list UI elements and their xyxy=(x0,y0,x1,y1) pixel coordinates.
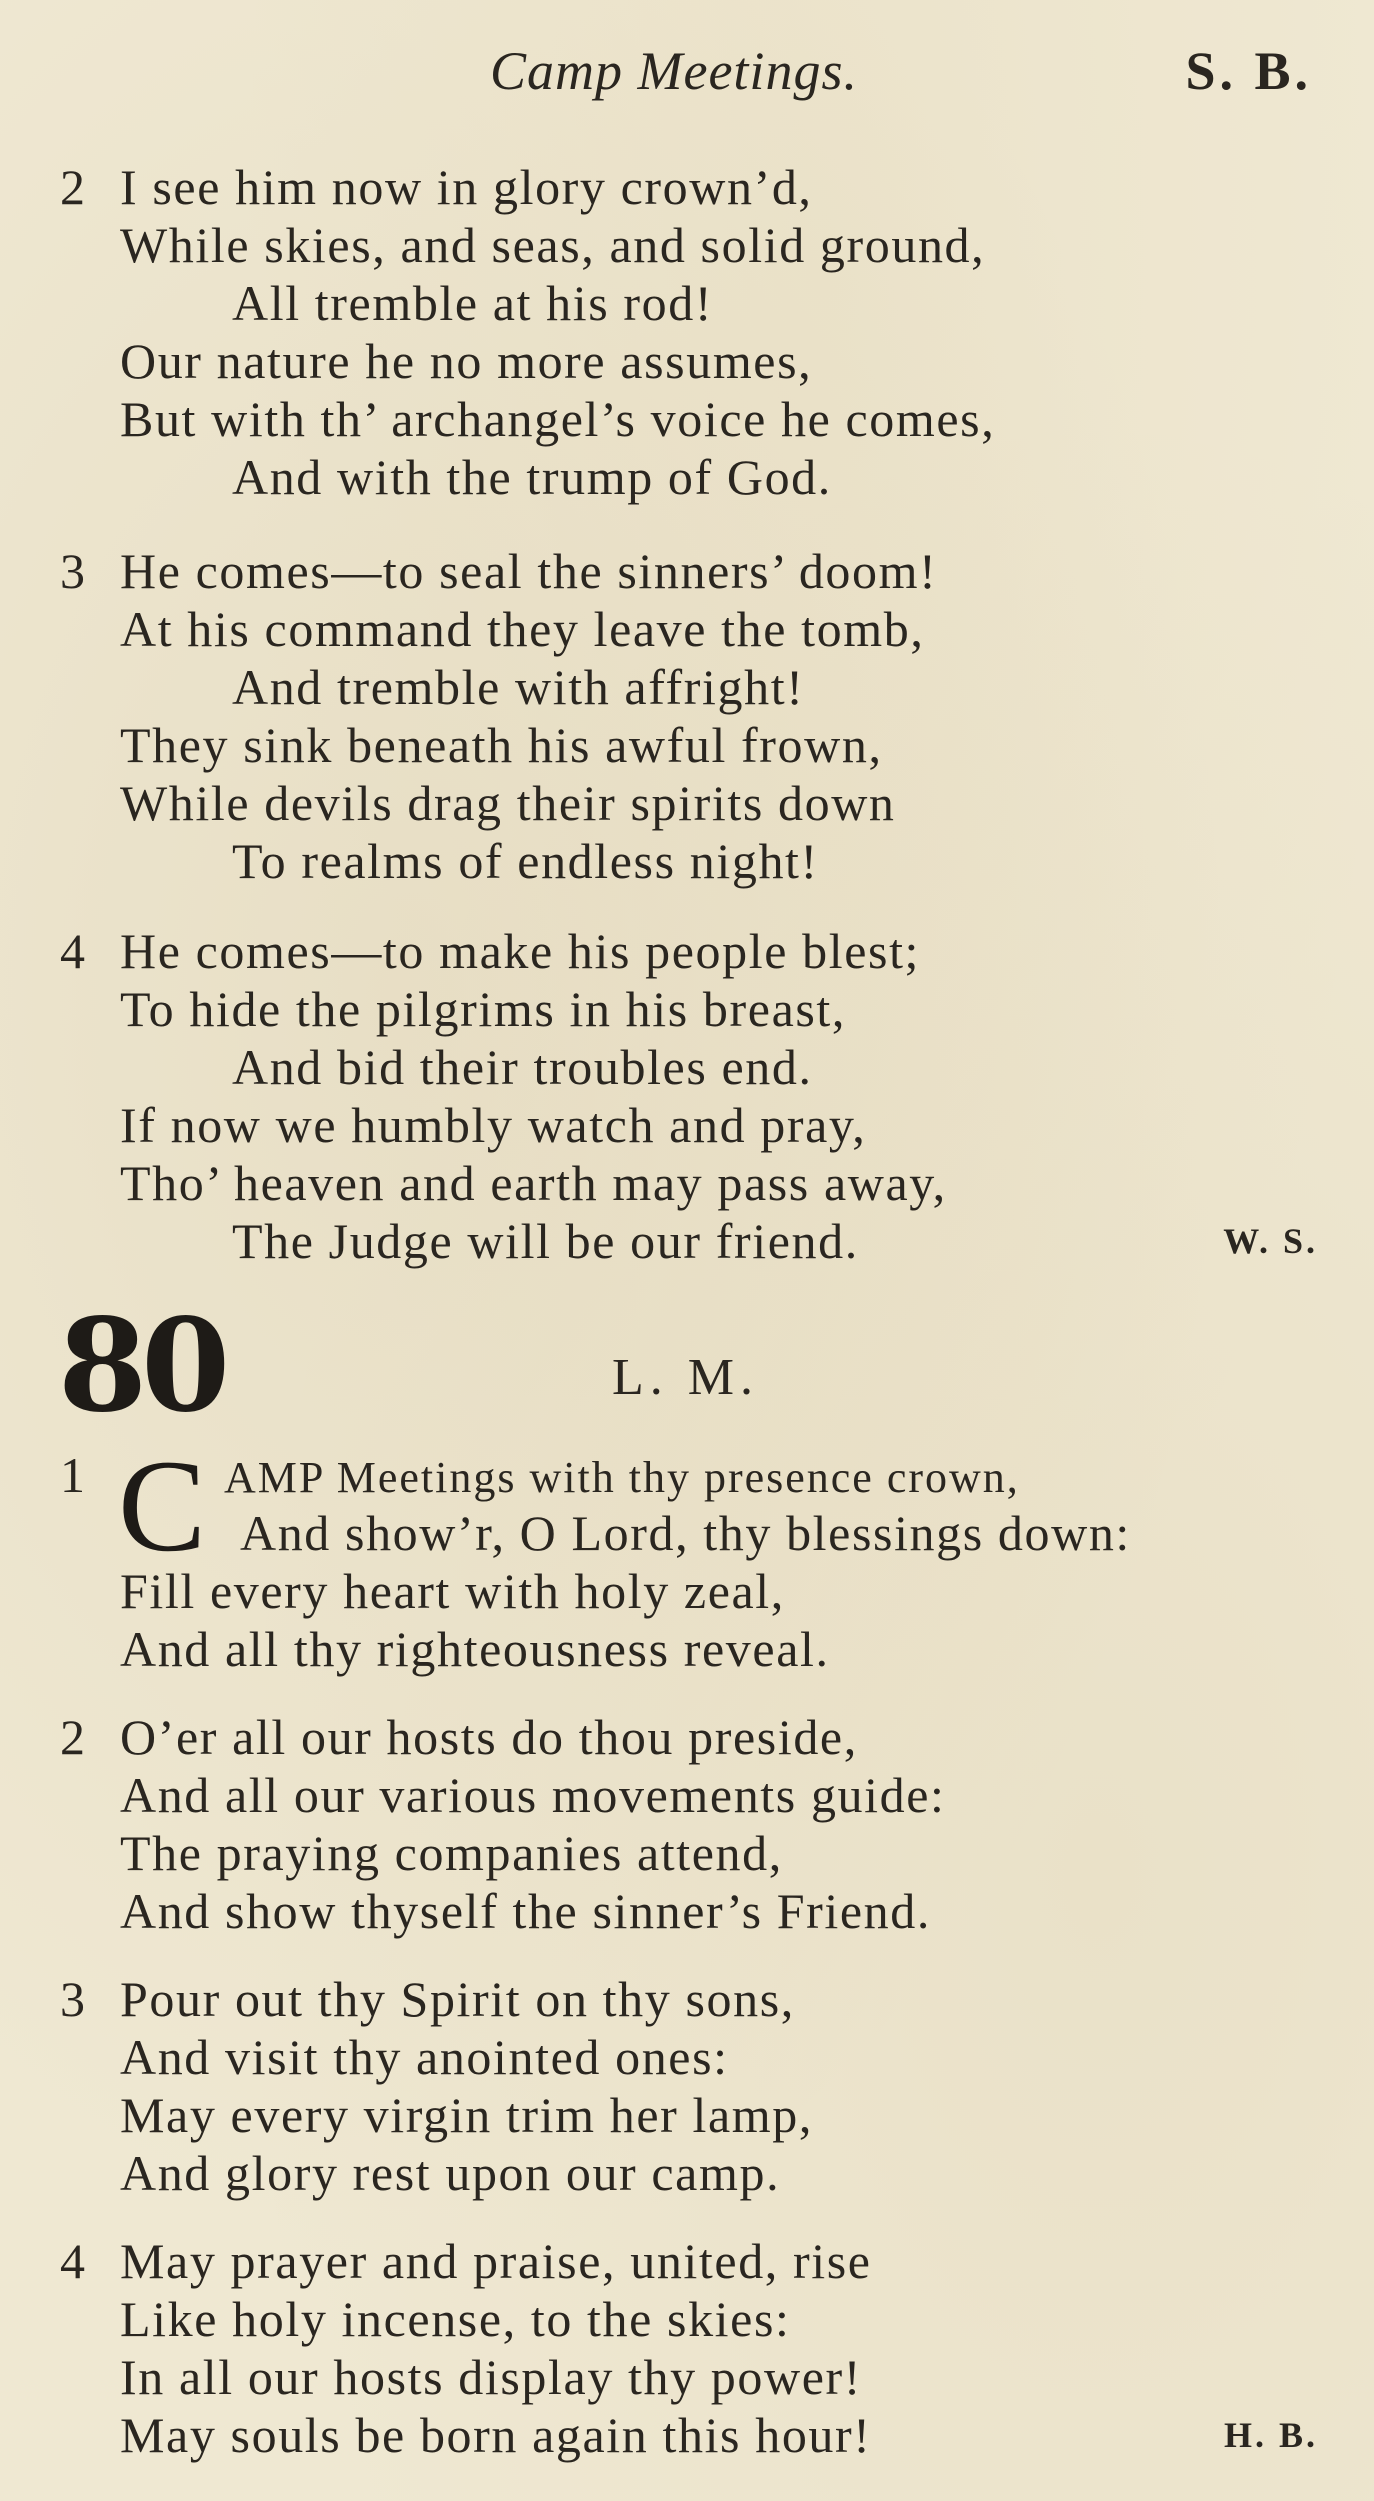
hymn-80-verse-3 xyxy=(0,1970,1374,2202)
first-line-rest: AMP Meetings with thy presence crown, xyxy=(224,1453,1020,1502)
hymn-79-verse-3 xyxy=(0,542,1374,890)
hymn-80-verse-4 xyxy=(0,2232,1374,2464)
verse-number: 4 xyxy=(60,923,85,979)
verse-line: Our nature he no more assumes, xyxy=(120,333,813,389)
verse-line: And show’r, O Lord, thy blessings down: xyxy=(240,1505,1131,1561)
verse-line: He comes—to make his people blest; xyxy=(120,923,921,979)
verse-number: 1 xyxy=(60,1447,85,1503)
hymn-meter: L. M. xyxy=(612,1349,759,1406)
verse-line: And all our various movements guide: xyxy=(120,1767,946,1823)
verse-line: And glory rest upon our camp. xyxy=(120,2145,781,2201)
verse-line: I see him now in glory crown’d, xyxy=(120,159,813,215)
verse-line: But with th’ archangel’s voice he comes, xyxy=(120,391,996,447)
verse-number: 2 xyxy=(60,159,85,215)
verse-line: While skies, and seas, and solid ground, xyxy=(120,217,986,273)
verse-line xyxy=(224,1446,1020,1507)
verse-number: 4 xyxy=(60,2233,85,2289)
verse-line: And visit thy anointed ones: xyxy=(120,2029,729,2085)
signature-mark: S. B. xyxy=(1185,41,1312,101)
hymn-79-verse-2 xyxy=(0,158,1374,506)
hymn-number: 80 xyxy=(58,1291,225,1441)
verse-line: May souls be born again this hour! xyxy=(120,2407,872,2463)
author-initials: H. B. xyxy=(1223,2415,1318,2455)
verse-line: Like holy incense, to the skies: xyxy=(120,2291,791,2347)
author-initials: W. S. xyxy=(1223,1221,1318,1261)
running-title: Camp Meetings. xyxy=(490,41,858,101)
hymn-80-verse-1 xyxy=(0,1432,1374,1678)
verse-line: May prayer and praise, united, rise xyxy=(120,2233,872,2289)
verse-line: And show thyself the sinner’s Friend. xyxy=(120,1883,931,1939)
verse-number: 3 xyxy=(60,1971,85,2027)
verse-line: Pour out thy Spirit on thy sons, xyxy=(120,1971,795,2027)
verse-line: If now we humbly watch and pray, xyxy=(120,1097,867,1153)
verse-line: And tremble with affright! xyxy=(232,659,805,715)
hymn-80-heading xyxy=(0,1291,1374,1441)
verse-line: And bid their troubles end. xyxy=(232,1039,813,1095)
verse-line: In all our hosts display thy power! xyxy=(120,2349,863,2405)
drop-cap: C xyxy=(118,1432,207,1579)
verse-line: And with the trump of God. xyxy=(232,449,832,505)
verse-line: May every virgin trim her lamp, xyxy=(120,2087,813,2143)
verse-line: Fill every heart with holy zeal, xyxy=(120,1563,785,1619)
verse-line: He comes—to seal the sinners’ doom! xyxy=(120,543,938,599)
page-header xyxy=(0,40,1374,120)
hymn-80-verse-2 xyxy=(0,1708,1374,1940)
verse-number: 3 xyxy=(60,543,85,599)
verse-line: To hide the pilgrims in his breast, xyxy=(120,981,847,1037)
verse-line: The praying companies attend, xyxy=(120,1825,783,1881)
verse-line: Tho’ heaven and earth may pass away, xyxy=(120,1155,947,1211)
verse-line: O’er all our hosts do thou preside, xyxy=(120,1709,858,1765)
verse-number: 2 xyxy=(60,1709,85,1765)
verse-line: And all thy righteousness reveal. xyxy=(120,1621,830,1677)
verse-line: While devils drag their spirits down xyxy=(120,775,896,831)
verse-line: At his command they leave the tomb, xyxy=(120,601,925,657)
hymn-79-verse-4 xyxy=(0,922,1374,1270)
verse-line: They sink beneath his awful frown, xyxy=(120,717,883,773)
verse-line: All tremble at his rod! xyxy=(232,275,714,331)
verse-line: To realms of endless night! xyxy=(232,833,819,889)
verse-line: The Judge will be our friend. xyxy=(232,1213,859,1269)
